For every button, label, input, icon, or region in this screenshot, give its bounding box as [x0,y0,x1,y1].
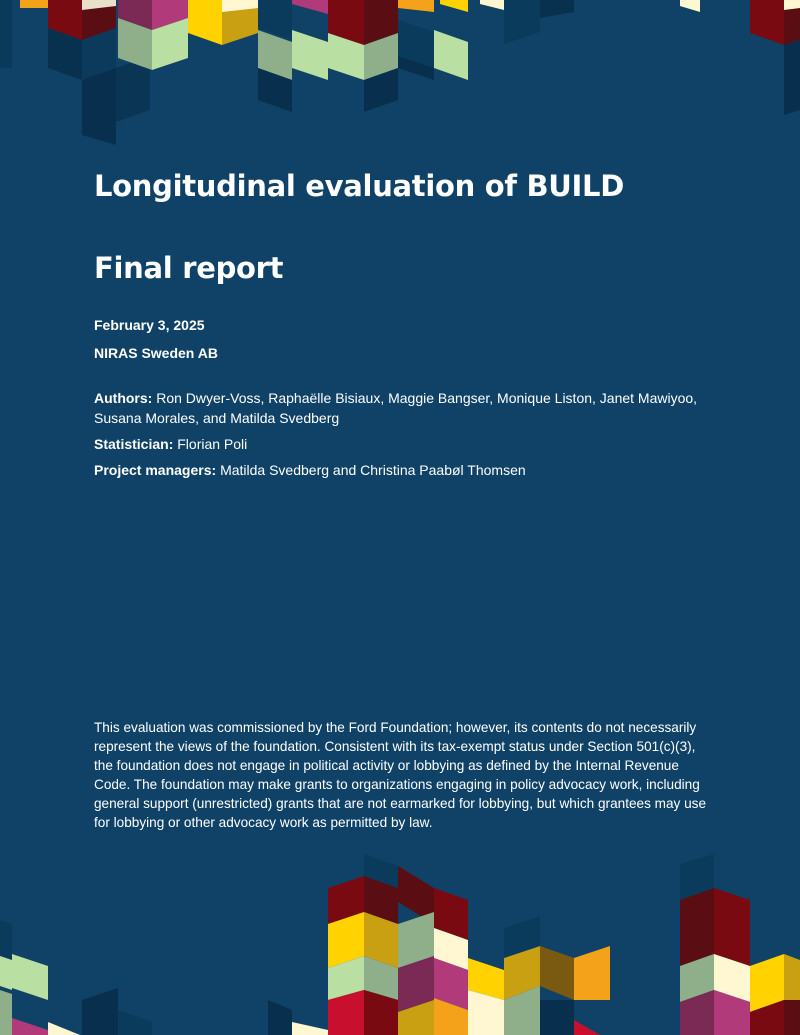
statistician-line [94,434,714,454]
authors-line [94,388,714,428]
report-title: Longitudinal evaluation of BUILD [94,169,625,203]
report-subtitle: Final report [94,251,284,285]
report-organization: NIRAS Sweden AB [94,345,218,361]
authors-names: Ron Dwyer-Voss, Raphaëlle Bisiaux, Maggie Bangser, Monique Liston, Janet Mawiyoo, Susana Morales, and Matilda Svedberg [94,390,698,426]
bottom-mosaic-decoration [0,850,800,1035]
report-header [94,160,714,486]
disclaimer-text: This evaluation was commissioned by the Ford Foundation; however, its contents do not necessarily represent the views of the foundation. Consistent with its tax-exempt status under Section 501(c)(3), the foundation does not engage in political activity or lobbying as defined by the Internal Revenue Code. The foundation may make grants to organizations engaging in policy advocacy work, including general support (unrestricted) grants that are not earmarked for lobbying, but which grantees may use for lobbying or other advocacy work as permitted by law. [94,720,707,830]
report-date: February 3, 2025 [94,317,205,333]
statistician-label: Statistician: [94,436,174,452]
statistician-name: Florian Poli [177,436,248,452]
authors-label: Authors: [94,390,153,406]
report-credits [94,388,714,480]
project-managers-names: Matilda Svedberg and Christina Paabøl Thomsen [220,462,526,478]
project-managers-label: Project managers: [94,462,217,478]
project-managers-line [94,460,714,480]
top-mosaic-decoration [0,0,800,150]
